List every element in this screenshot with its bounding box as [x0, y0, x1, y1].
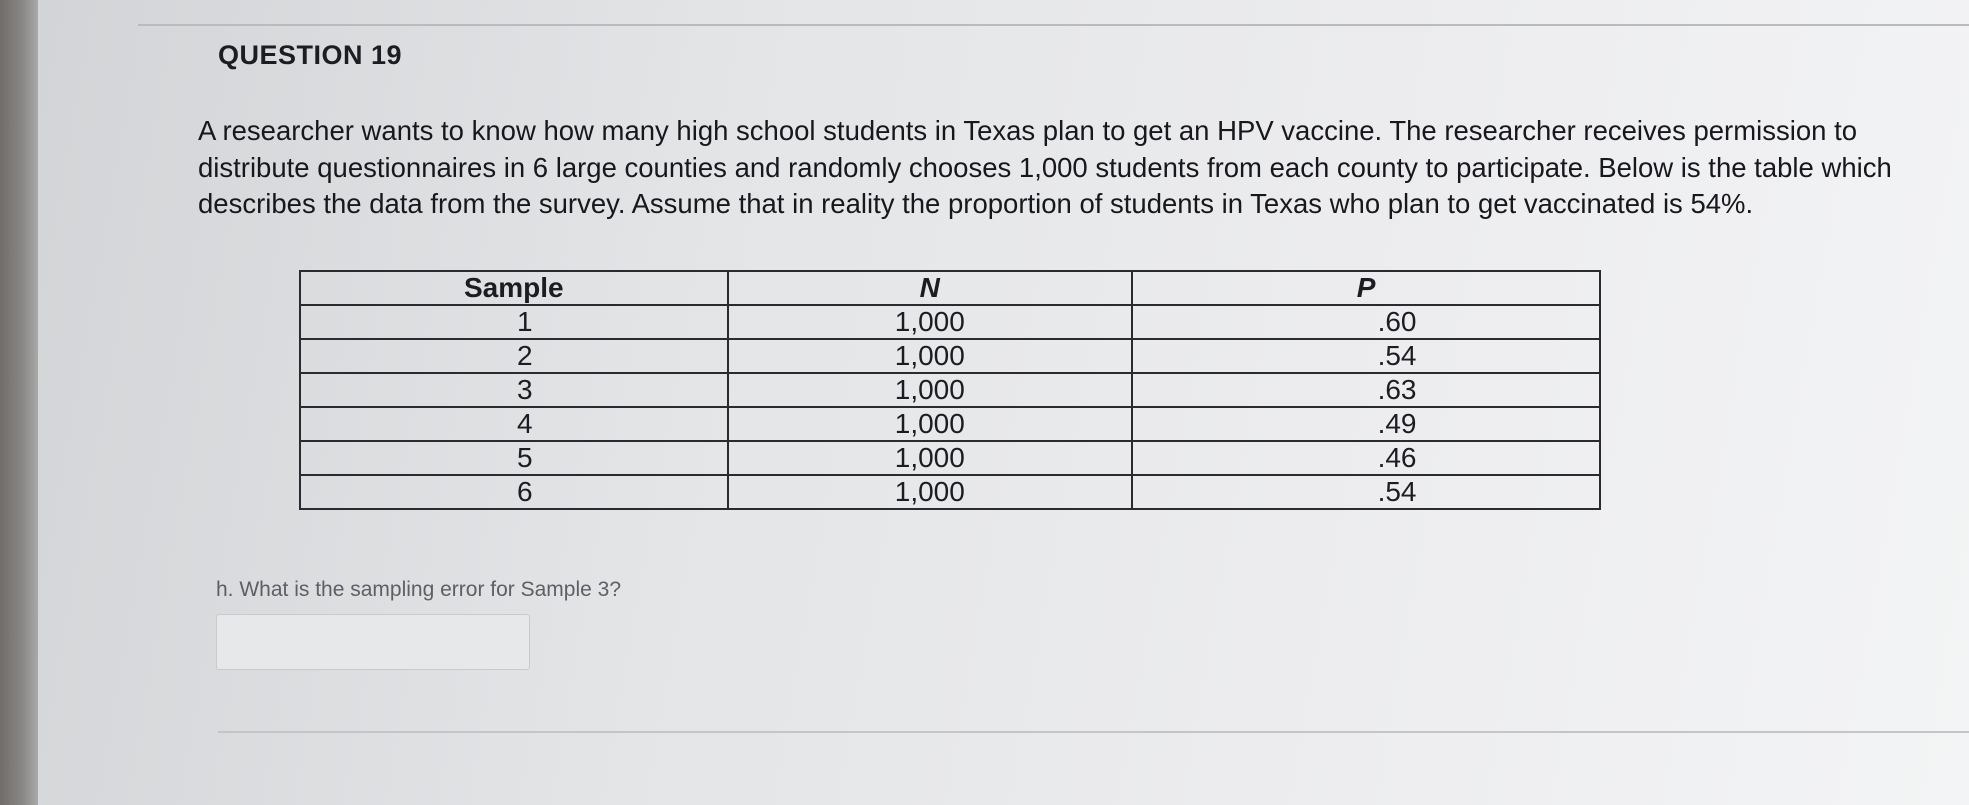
top-divider — [138, 24, 1969, 26]
header-n: N — [728, 271, 1133, 305]
answer-input[interactable] — [216, 614, 530, 670]
header-sample: Sample — [300, 271, 728, 305]
cell-n: 1,000 — [728, 339, 1133, 373]
bottom-divider — [218, 731, 1969, 733]
cell-p: .54 — [1132, 339, 1600, 373]
table-row — [300, 305, 1600, 339]
cell-n: 1,000 — [728, 407, 1133, 441]
table-row — [300, 475, 1600, 509]
monitor-bezel — [0, 0, 38, 805]
cell-n: 1,000 — [728, 441, 1133, 475]
question-title: QUESTION 19 — [218, 40, 403, 70]
question-text: A researcher wants to know how many high school students in Texas plan to get an HPV vaccine. The researcher receives permission to distribute questionnaires in 6 large counties and randomly chooses 1,000 students from each county to participate. Below is the table which describes the data from the survey. Assume that in reality the proportion of students in Texas who plan to get vaccinated is 54%. — [198, 115, 1892, 219]
cell-n: 1,000 — [728, 475, 1133, 509]
cell-sample: 3 — [300, 373, 728, 407]
survey-data-table — [299, 270, 1601, 510]
cell-p: .49 — [1132, 407, 1600, 441]
quiz-page — [38, 0, 1969, 805]
cell-n: 1,000 — [728, 373, 1133, 407]
sub-question-label: h. What is the sampling error for Sample 3? — [216, 578, 622, 601]
table-row — [300, 441, 1600, 475]
cell-p: .54 — [1132, 475, 1600, 509]
cell-sample: 5 — [300, 441, 728, 475]
cell-sample: 4 — [300, 407, 728, 441]
cell-p: .46 — [1132, 441, 1600, 475]
cell-sample: 6 — [300, 475, 728, 509]
table-header-row — [300, 271, 1600, 305]
cell-sample: 1 — [300, 305, 728, 339]
table-row — [300, 373, 1600, 407]
cell-p: .60 — [1132, 305, 1600, 339]
header-p: P — [1132, 271, 1600, 305]
cell-n: 1,000 — [728, 305, 1133, 339]
table-row — [300, 339, 1600, 373]
cell-p: .63 — [1132, 373, 1600, 407]
cell-sample: 2 — [300, 339, 728, 373]
table-row — [300, 407, 1600, 441]
